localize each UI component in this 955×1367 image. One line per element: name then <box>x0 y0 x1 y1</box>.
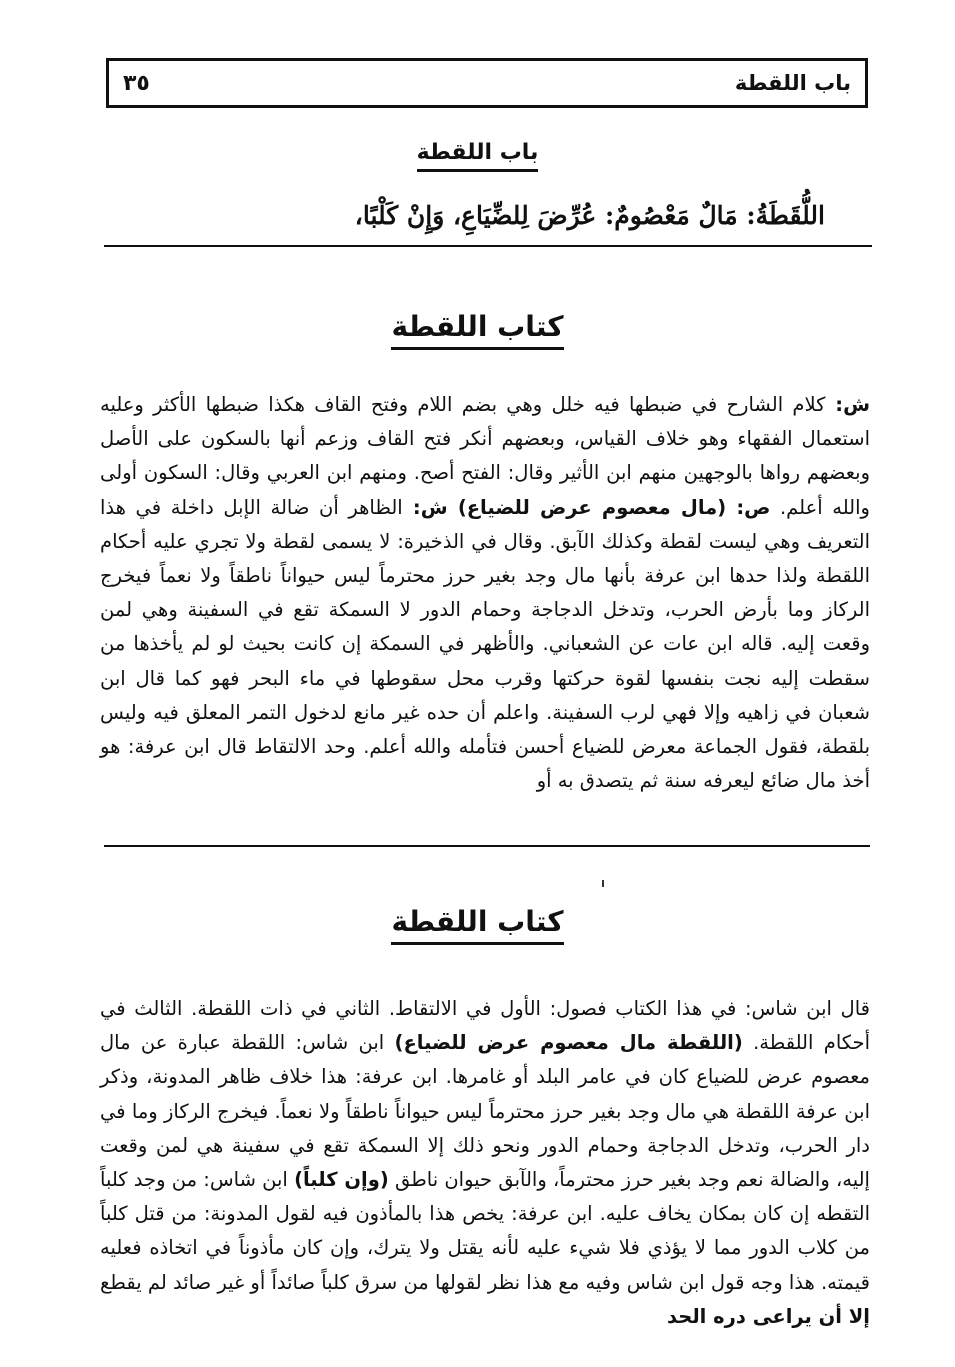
section2-heading <box>0 905 955 938</box>
section2-quote-2: (وإن كلباً) <box>294 1168 389 1192</box>
section2-text-end: إلا أن يراعى دره الحد <box>667 1304 870 1328</box>
running-header <box>106 58 868 108</box>
section1-text-a: كلام الشارح في ضبطها فيه خلل وهي بضم اللام وفتح القاف هكذا ضبطها الأكثر وعليه استعمال الفقهاء وهو خلاف القياس، وبعضهم أنكر فتح القاف وزعم أنها بالسكون على الأصل وبعضهم رواها بالوجهين منهم ابن الأثير وقال: الفتح أصح. ومنهم ابن العربي وقال: السكون أولى والله أعلم. <box>100 393 870 519</box>
section2-paragraph <box>100 992 870 1334</box>
section1-quote: (مال معصوم عرض للضياع) <box>457 495 727 519</box>
section2-text-b: ابن شاس: اللقطة عبارة عن مال معصوم عرض للضياع كان في عامر البلد أو غامرها. ابن عرفة: هذا خلاف ظاهر المدونة، وذكر ابن عرفة اللقطة هي مال وجد بغير حرز محترماً ليس حيواناً ناطقاً ولا نعماً. فيخرج الركاز وما في دار الحرب، وتدخل الدجاجة وحمام الدور ونحو ذلك إلا السمكة تقع في سفينة هي لمن وقعت إليه، والضالة نعم وجد بغير حرز محترماً، والآبق حيوان ناطق <box>100 1031 870 1192</box>
divider-line <box>104 245 872 247</box>
section1-text-b: الظاهر أن ضالة الإبل داخلة في هذا التعريف وهي ليست لقطة وكذلك الآبق. وقال في الذخيرة: لا يسمى لقطة ولا تجري عليه أحكام اللقطة ولذا حدها ابن عرفة بأنها مال وجد بغير حرز محترماً ليس حيواناً ناطقاً ولا نعماً فيخرج الركاز وما بأرض الحرب، وتدخل الدجاجة وحمام الدور لا السمكة تقع في السفينة وهي لمن وقعت إليه. قاله ابن عات عن الشعباني. والأظهر في السمكة إن كانت بحيث لو لم يأخذها من سقطت إليه نجت بنفسها لقوة حركتها وقرب محل سقوطها في ماء البحر فهو كما قال ابن شعبان في زاهيه وإلا فهي لرب السفينة. واعلم أن حده غير مانع لدخول التمر المعلق فيه وليس بلقطة، فقول الجماعة معرض للضياع أحسن فتأمله والله أعلم. وحد الالتقاط قال ابن عرفة: هو أخذ مال ضائع ليعرفه سنة ثم يتصدق به أو <box>100 495 870 793</box>
divider-line <box>104 845 870 847</box>
section1-heading-text: كتاب اللقطة <box>391 310 563 350</box>
page-number: ٣٥ <box>123 70 150 96</box>
section2-text-c: ابن شاس: من وجد كلباً التقطه إن كان بمكان يخاف عليه. ابن عرفة: يخص هذا بالمأذون فيه لقول المدونة: من قتل كلباً من كلاب الدور مما لا يؤذي فلا شيء عليه لأنه يقتل ولا يترك، وإن كان مأذوناً في اتخاذه فعليه قيمته. هذا وجه قول ابن شاس وفيه مع هذا نظر لقولها من سرق كلباً صائداً أو غير صائد لم يقطع <box>100 1168 870 1294</box>
section2-heading-text: كتاب اللقطة <box>391 905 563 945</box>
section2-text-a: قال ابن شاس: في هذا الكتاب فصول: الأول في الالتقاط. الثاني في ذات اللقطة. الثالث في أحكام اللقطة. <box>100 997 870 1055</box>
bab-heading-text: باب اللقطة <box>417 140 539 172</box>
bab-heading <box>0 140 955 165</box>
label-s: ص: <box>726 495 771 519</box>
section2-quote-1: (اللقطة مال معصوم عرض للضياع) <box>394 1031 743 1055</box>
header-chapter-title: باب اللقطة <box>734 71 851 95</box>
section1-paragraph <box>100 388 870 798</box>
label-sh: ش: <box>825 393 870 416</box>
matn-text: اللُّقَطَةُ: مَالٌ مَعْصُومٌ: عُرِّضَ لِلضِّيَاعِ، وَإِنْ كَلْبًا، <box>354 201 825 230</box>
stray-mark <box>602 880 604 887</box>
section1-heading <box>0 310 955 343</box>
label-sh-2: ش: <box>402 495 458 519</box>
